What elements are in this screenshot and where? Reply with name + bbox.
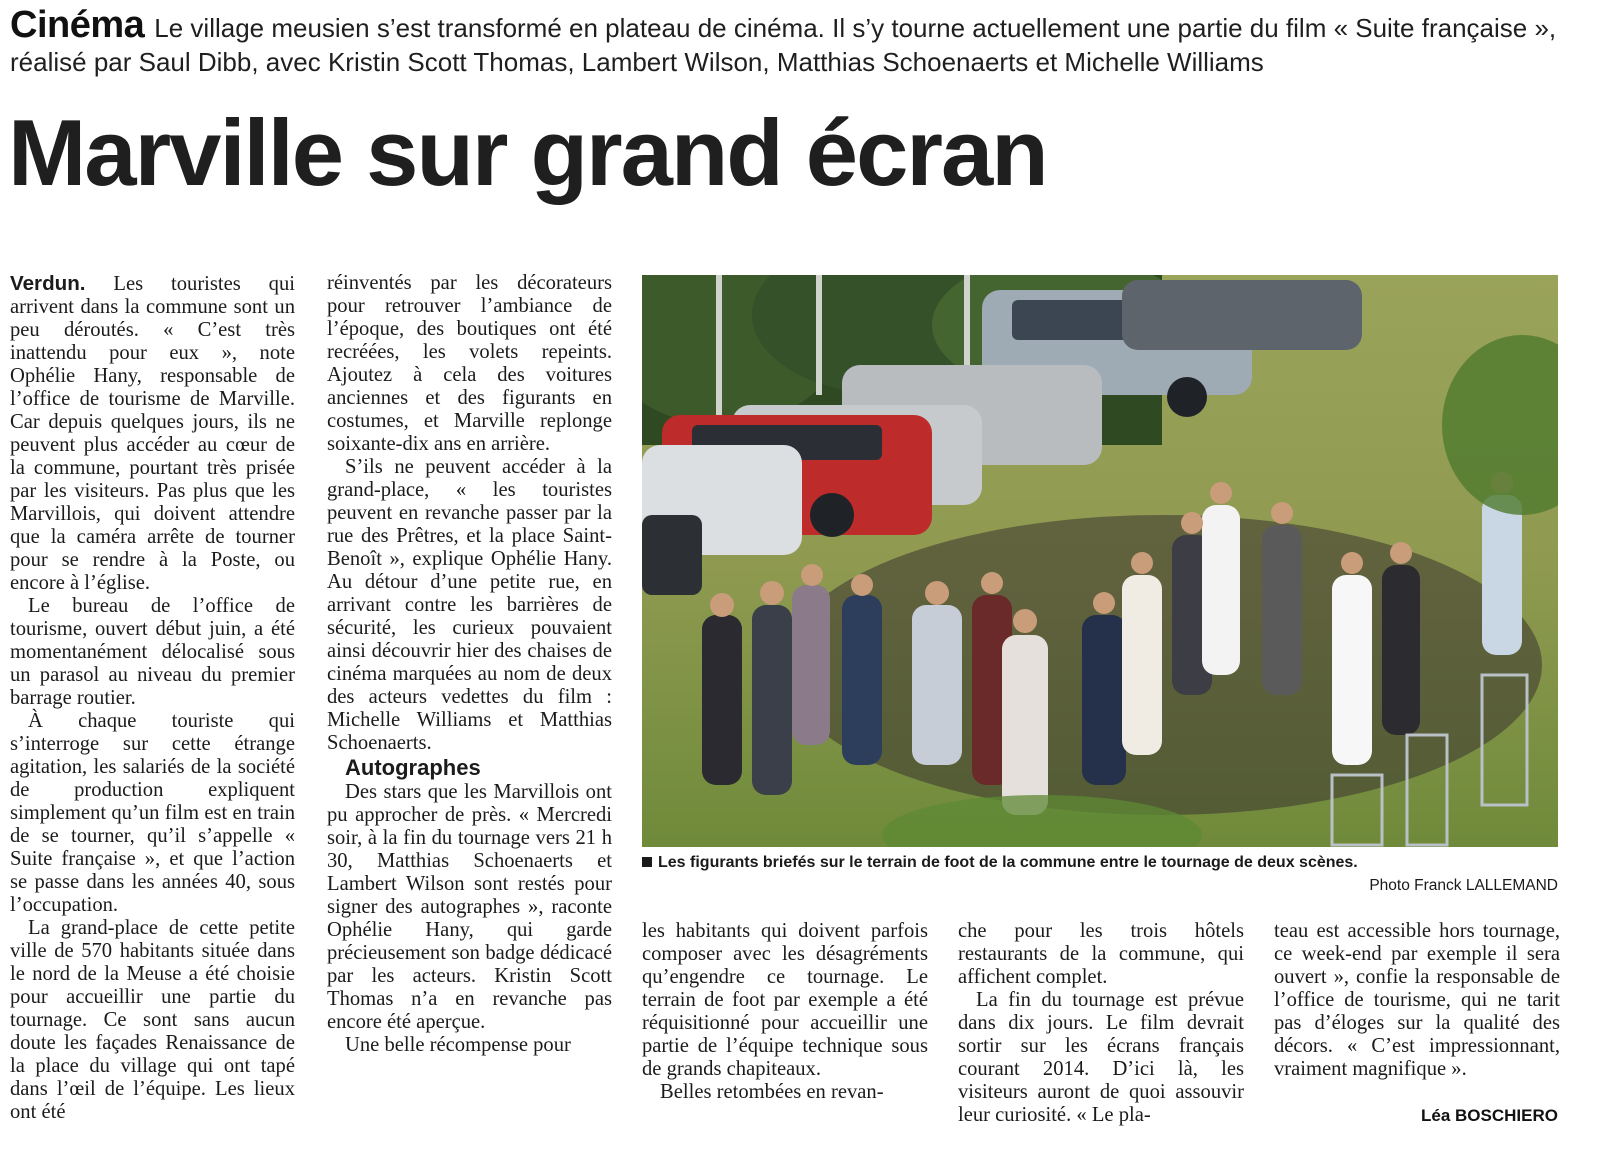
paragraph: teau est accessible hors tournage, ce week-end par exemple il sera ouvert », confie la responsable de l’office de tourisme, qui ne tarit pas d’éloges sur la qualité des décors. « C’est impressionnant, vraiment magnifique ». xyxy=(1274,920,1560,1080)
paragraph: Belles retombées en revan- xyxy=(660,1081,884,1103)
paragraph: Des stars que les Marvillois ont pu approcher de près. « Mercredi soir, à la fin du tournage vers 21 h 30, Matthias Schoenaerts et Lambert Wilson sont restés pour signer des autographes », raconte Ophélie Hany, qui garde précieusement son badge dédicacé par les acteurs. Kristin Scott Thomas n’a en revanche pas encore été aperçue. xyxy=(327,781,612,1033)
article-kicker xyxy=(10,4,1590,79)
caption-text: Les figurants briefés sur le terrain de foot de la commune entre le tournage de deux scènes. xyxy=(658,854,1358,871)
article-column-2 xyxy=(327,272,612,1132)
article-column-4 xyxy=(958,920,1244,1132)
article-column-5 xyxy=(1274,920,1560,1105)
article-column-1 xyxy=(10,272,295,1132)
paragraph: S’ils ne peuvent accéder à la grand-place, « les touristes peuvent en revanche passer par la rue des Prêtres, et la place Saint-Benoît », explique Ophélie Hany. Au détour d’une petite rue, en arrivant contre les barrières de sécurité, les curieux pouvaient ainsi découvrir hier des chaises de cinéma marquées au nom de deux des acteurs vedettes du film : Michelle Williams et Matthias Schoenaerts. xyxy=(327,456,612,754)
paragraph: La fin du tournage est prévue dans dix jours. Le film devrait sortir sur les écrans français courant 2014. D’ici là, les visiteurs auront de quoi assouvir leur curiosité. « Le pla- xyxy=(958,989,1244,1126)
author-byline: Léa BOSCHIERO xyxy=(1421,1106,1558,1125)
paragraph: La grand-place de cette petite ville de 570 habitants située dans le nord de la Meuse a été choisie pour accueillir une partie du tournage. Ce sont sans aucun doute les façades Renaissance de la place du village qui ont tapé dans l’œil de l’équipe. Les lieux ont été xyxy=(10,917,295,1123)
article-column-3 xyxy=(642,920,928,1132)
article-headline: Marville sur grand écran xyxy=(8,100,1047,205)
section-label: Cinéma xyxy=(10,4,145,46)
paragraph: À chaque touriste qui s’interroge sur cette étrange agitation, les salariés de la société de production expliquent simplement qu’un film est en train de se tourner, qu’il s’appelle « Suite française », et que l’action se passe dans les années 40, sous l’occupation. xyxy=(10,710,295,916)
dateline: Verdun. xyxy=(10,272,86,295)
paragraph: che pour les trois hôtels restaurants de la commune, qui affichent complet. xyxy=(958,920,1244,988)
caption-bullet-icon xyxy=(642,857,652,867)
paragraph-text: Les touristes qui arrivent dans la commune sont un peu déroutés. « C’est très inattendu pour eux », note Ophélie Hany, responsable de l’office de tourisme de Marville. Car depuis quelques jours, ils ne peuvent plus accéder au cœur de la commune, pourtant très prisée par les visiteurs. Pas plus que les Marvillois, qui doivent attendre que la caméra arrête de tourner pour se rendre à la Poste, ou encore à l’église. xyxy=(10,273,295,594)
photo-credit: Photo Franck LALLEMAND xyxy=(1369,877,1558,894)
paragraph: réinventés par les décorateurs pour retrouver l’ambiance de l’époque, des boutiques ont été recréées, les volets repeints. Ajoutez à cela des voitures anciennes et des figurants en costumes, et Marville replonge soixante-dix ans en arrière. xyxy=(327,272,612,455)
article-photo xyxy=(642,275,1558,847)
paragraph: Le bureau de l’office de tourisme, ouvert début juin, a été momentanément délocalisé sous un parasol au niveau du premier barrage routier. xyxy=(10,595,295,709)
kicker-text: Le village meusien s’est transformé en plateau de cinéma. Il s’y tourne actuellement une partie du film « Suite française », réalisé par Saul Dibb, avec Kristin Scott Thomas, Lambert Wilson, Matthias Schoenaerts et Michelle Williams xyxy=(10,13,1557,77)
paragraph xyxy=(10,272,295,595)
subheading: Autographes xyxy=(345,755,481,780)
paragraph: les habitants qui doivent parfois composer avec les désagréments qu’engendre ce tournage. Le terrain de foot par exemple a été réquisitionné pour accueillir une partie de l’équipe technique sous de grands chapiteaux. xyxy=(642,920,928,1080)
photo-illustration xyxy=(642,275,1558,847)
paragraph: Une belle récompense pour xyxy=(345,1034,571,1056)
photo-caption xyxy=(642,853,1558,873)
